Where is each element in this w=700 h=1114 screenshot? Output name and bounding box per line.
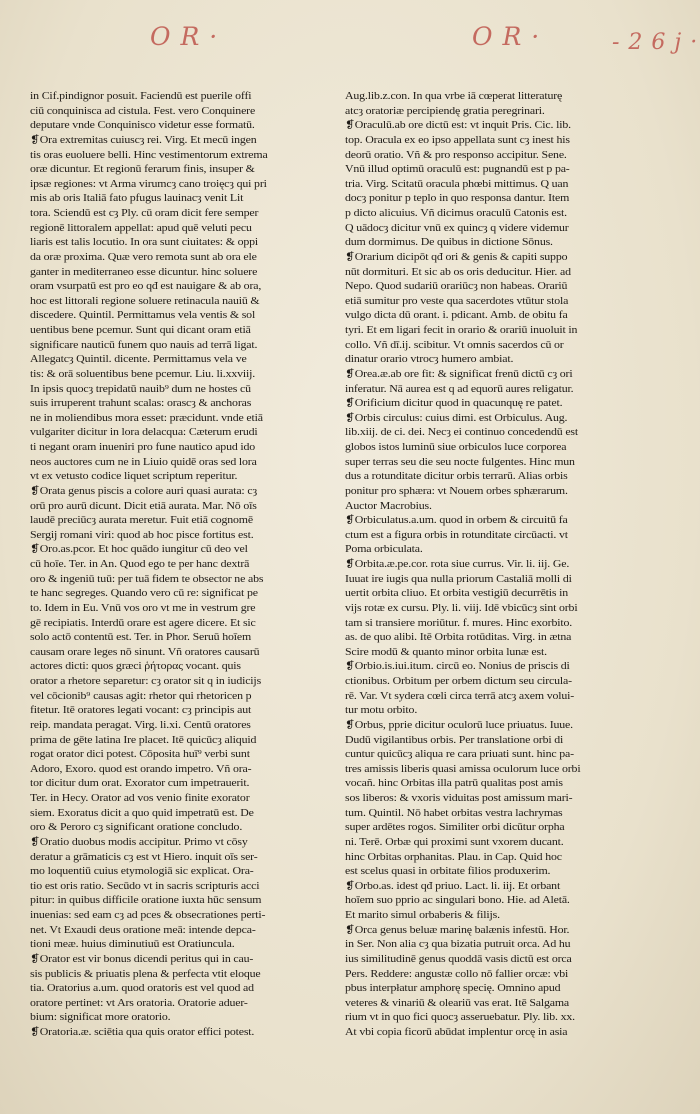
text-line: vulgo dicta dū orant. i. pdicant. Amb. de obitu fa [345,310,568,322]
handwritten-annotation-left: O R · [150,22,219,51]
text-line: causam orare leges nō sinunt. Vñ oratores causarū [30,646,260,658]
text-line: ius similitudinē genus quoddā vasis dictū est orca [345,953,572,965]
text-line: uertit orbita cliuo. Et orbita vestigiū decurrētis in [345,588,569,600]
text-line: oræ dicuntur. Et regionū ferarum finis, insuper & [30,164,255,176]
text-line: as. de quo alibi. Itē Orbita rotūditas. Virg. in ætna [345,632,572,644]
text-line: Poma orbiculata. [345,544,423,556]
text-line: Q uādocȝ dicitur vnū ex quincȝ q videre videmur [345,222,569,234]
text-line: veteres & vinariū & oleariū vas erat. Itē Salgama [345,997,570,1009]
text-line: ipsæ regiones: vt Arma virumcȝ cano troięcȝ qui pri [30,178,267,190]
text-line: Scire modū & quanto minor orbita lunæ est. [345,646,547,658]
text-line: hoc est littorali regione soluere retinacula nauiū & [30,295,260,307]
text-line: mo loquentiū cuius etymologiā sic explicat. Ora- [30,866,254,878]
text-line: siem. Exoratus dicit a quo quid impetratū est. De [30,807,254,819]
text-line: deputare vnde Conquinisco videtur esse formatū. [30,120,255,132]
text-line: oram vsurpatū est pro eo qđ est nauigare & ab ora, [30,281,262,293]
text-column-left [30,90,320,1041]
text-line: docȝ ponitur p teplo in quo responsa dantur. Item [345,193,570,205]
text-line: Pers. Reddere: angustæ collo nō fallier orcæ: vbi [345,968,569,980]
text-line: Vnū illud optimū oraculū est: pugnandū est p pa- [345,164,570,176]
text-line: ❡Oratio duobus modis accipitur. Primo vt cōsy [30,836,248,848]
text-line: tria. Virg. Scitatū oracula phœbi mittimus. Q uan [345,178,569,190]
text-line: ganter in mediterraneo esse dicuntur. hinc soluere [30,266,258,278]
text-line: dum dormimus. De quibus in dictione Sōnus. [345,237,553,249]
text-line: rium vt in quo fici quocȝ asseruebatur. Ply. lib. xx. [345,1012,575,1024]
text-line: prima de gēte latina Ire placet. Itē quicūcȝ aliquid [30,734,257,746]
text-line: ni. Terē. Orbæ qui proximi sunt vxorem ducant. [345,836,564,848]
text-line: Aug.lib.z.con. In qua vrbe iā cœperat litteraturę [345,91,563,102]
text-line: ❡Orea.æ.ab ore fit: & significat frenū dictū cȝ ori [345,368,573,380]
text-line: In ipsis quocȝ trepidatū nauib⁹ dum ne hostes cū [30,383,251,395]
text-line: deorū oratio. Vñ & pro responso accipitur. Sene. [345,149,567,161]
text-line: ❡Orarium dicipōt qđ ori & genis & capiti suppo [345,251,568,263]
text-line: cuntur quicūcȝ aliqua re cara priuati sunt. hinc pa- [345,749,574,761]
text-line: tia. Oratorius a.um. quod oratoris est vel quod ad [30,983,254,995]
text-line: gē recipiatis. Interdū orare est agere dicere. Et sic [30,617,256,629]
text-line: orator a rhetore separetur: cȝ orator sit q in iudicijs [30,676,262,687]
text-line: ❡Orbita.æ.pe.cor. rota siue currus. Vir. li. iij. Ge. [345,559,570,570]
text-line: super ardētes rogos. Similiter orbi dicūtur orpha [345,822,565,834]
text-line: regionē littoralem appellat: apud quē veluti pecu [30,222,252,234]
text-line: solo actō contentū est. Ter. in Phor. Seruū hoīem [30,632,252,644]
text-line: suis irruperent trahunt scalas: orascȝ & anchoras [30,398,252,410]
text-line: inferatur. Nā aurea est q ad equorū aures religatur. [345,383,574,395]
text-line: Ter. in Hecy. Orator ad vos venio finite exorator [30,793,250,804]
text-line: tam si transiere moriūtur. f. mures. Hinc exorbito. [345,617,573,629]
text-line: mis ab oris Italiā fato pfugus lauinacȝ venit Lit [30,193,244,205]
text-line: dus a rotunditate dicitur orbis terrarū. Alias orbis [345,471,568,483]
text-line: Auctor Macrobius. [345,500,432,512]
text-line: oro & Peroro cȝ significant oratione concludo. [30,822,243,834]
text-line: ctum est a figura orbis in rotunditate circūacti. vt [345,529,568,541]
text-line: pbus interpłatur amphorę specię. Omnino apud [345,983,561,995]
text-line: sos liberos: & vxoris viduitas post amissum mari- [345,793,573,804]
text-line: da oræ proxima. Quæ vero remota sunt ab ora ele [30,251,257,263]
text-line: uentibus bene pcemur. Sunt qui dicant oram etiā [30,325,251,336]
text-line: ctionibus. Orbitum per orbem dictum seu circula- [345,676,572,687]
text-line: hinc Orbitas orphanitas. Plau. in Cap. Quid hoc [345,851,562,863]
text-line: p dicto alicuius. Vñ dicimus oraculū Catonis est. [345,208,567,219]
text-line: ❡Oro.as.pcor. Et hoc quādo iungitur cū deo vel [30,544,248,556]
text-line: ne in moliendibus mora esset: præcidunt. vnde etiā [30,412,263,424]
text-line: ❡Orbis circulus: cuius dimi. est Orbiculus. Aug. [345,412,568,424]
text-line: super terras seu die seu nocte fulgentes. Hinc mun [345,456,575,468]
text-line: oratore pertinet: vt Ars oratoria. Oratorie aduer- [30,997,248,1009]
text-line: vt ex vetusto codice liquet scriptum reperitur. [30,471,238,483]
text-line: nūt dormituri. Et sic ab os oris deducitur. Hier. ad [345,266,571,278]
text-line: tioni meæ. huius diminutiuū est Oratiuncula. [30,939,235,951]
text-column-right [345,90,639,1041]
text-line: Et marito simul orbaberis & filijs. [345,910,500,921]
text-line: etiā sumitur pro veste qua sacerdotes vtūtur stola [345,295,569,307]
text-line: Nepo. Quod sudariū orariūcȝ non habeas. Orariū [345,281,568,293]
text-line: net. Vt Exaudi deus oratione meā: intende depca- [30,924,256,936]
text-line: bium: significat more oratorio. [30,1012,171,1024]
text-line: te hanc segreges. Quando vero cū re: significat pe [30,588,258,600]
text-line: ciū conquinisca ad cistula. Fest. vero Conquinere [30,105,256,117]
text-line: fitetur. Itē oratores legati vocant: cȝ principis aut [30,705,252,717]
text-line: lib.xiij. de ci. dei. Necȝ ei continuo concedendū est [345,427,579,439]
text-line: inuenias: sed eam cȝ ad pces & obsecrationes perti- [30,910,266,921]
text-line: tis oras euoluere belli. Hinc vestimentorum extrema [30,149,268,161]
text-line: rogat orator dici potest. Cōposita huī⁹ verbi sunt [30,749,250,761]
text-line: At vbi copia ficorū abūdat implentur orcę in asia [345,1027,568,1038]
text-line: ❡Orator est vir bonus dicendi peritus qui in cau- [30,953,254,965]
text-line: vijs rotæ ex cursu. Ply. li. viij. Idē vbicūcȝ sint orbi [345,602,578,614]
text-line: ❡Oratoria.æ. sciētia qua quis orator effici potest. [30,1027,255,1038]
text-line: top. Oracula ex eo ipso appellata sunt cȝ inest his [345,134,570,146]
text-line: globos istos luminū siue orbiculos luce corporea [345,442,567,453]
text-line: tur motu orbito. [345,705,418,717]
text-line: ❡Orbus, pprie dicitur oculorū luce priuatus. Iuue. [345,719,573,731]
text-line: vocañ. hinc Orbitas illa patrū qualitas post amis [345,778,563,790]
text-line: atcȝ oratoriæ percipiendę gratia peregrinari. [345,105,545,117]
text-line: tyri. Et em ligari fecit in orario & orariū inuoluit in [345,325,578,336]
text-line: ❡Ora extremitas cuiuscȝ rei. Virg. Et mecū ingen [30,134,257,146]
text-line: in Cif.pindignor posuit. Faciendū est puerile offi [30,91,252,102]
handwritten-folio-number: - 2 6 j · [612,30,699,55]
text-line: tor dicitur dum orat. Exorator cum impetrauerit. [30,778,250,790]
handwritten-annotation-right: O R · [472,22,541,51]
text-line: orū pro aurū dicunt. Dicit etiā aurata. Mar. Nō oīs [30,500,257,512]
text-line: in Ser. Non alia cȝ qua bizatia putruit orca. Ad hu [345,939,571,951]
text-line: Dudū vigilantibus orbis. Per translatione orbi di [345,734,564,746]
text-line: liaris est talis locutio. In ora sunt ciuitates: & oppi [30,237,259,249]
text-line: tis: & orā soluentibus bene pcemur. Liu. li.xxviij. [30,368,256,380]
text-line: tora. Sciendū est cȝ Ply. cū oram dicit fere semper [30,208,259,219]
text-line: ❡Orata genus piscis a colore auri quasi aurata: cȝ [30,485,257,497]
text-line: deratur a grāmaticis cȝ est vt Hiero. inquit oīs ser- [30,851,258,863]
text-line: ❡Oraculū.ab ore dictū est: vt inquit Pris. Cic. lib. [345,120,571,132]
text-line: tio est oris ratio. Secūdo vt in sacris scripturis acci [30,880,260,892]
text-line: Sergij romani viri: quod ab hoc pisce fortitus est. [30,529,254,541]
text-line: ❡Orbio.is.iui.itum. circū eo. Nonius de priscis di [345,661,570,673]
text-line: ❡Orbiculatus.a.um. quod in orbem & circuitū fa [345,515,568,527]
text-line: pitur: in quibus difficile oratione iuxta hūc sensum [30,895,262,907]
text-line: dinatur orario vtrocȝ humero ambiat. [345,354,514,366]
text-line: cū hoīe. Ter. in An. Quod ego te per hanc dextrā [30,559,250,570]
text-line: significare nauticū funem quo nauis ad terrā ligat. [30,339,258,351]
text-line: Adoro, Exoro. quod est orando impetro. Vñ ora- [30,763,252,775]
text-line: ti negant oram inueniri pro fune nautico apud ido [30,442,256,453]
text-line: vulgariter dicitur in lora delacqua: Cæterum erudi [30,427,258,439]
text-line: Iuuat ire iugis qua nulla priorum Castaliā molli di [345,573,572,585]
text-line: ❡Orificium dicitur quod in quacunquę re patet. [345,398,563,410]
text-line: actores dicti: quos græci ῥήτορας vocant. quis [30,661,241,673]
text-line: ❡Orbo.as. idest qđ priuo. Lact. li. iij. Et orbant [345,880,561,892]
text-line: to. Idem in Eu. Vnū vos oro vt me in vestrum gre [30,602,256,614]
text-line: reip. mandata peragat. Virg. li.xi. Centū oratores [30,719,251,731]
text-line: collo. Vñ dī.ij. scibitur. Vt omnis sacerdos cū or [345,339,564,351]
text-line: tum. Quintil. Nō habet orbitas vestra lachrymas [345,807,563,819]
text-line: Allegatcȝ Quintil. dicente. Permittamus vela ve [30,354,247,366]
text-line: sis publicis & priuatis plena & perfecta vtit eloque [30,968,261,980]
text-line: vel cōcionib⁹ causas agit: rhetor qui rhetoricen p [30,690,252,702]
text-line: ❡Orca genus beluæ marinę balænis infestū. Hor. [345,924,570,936]
text-line: laudē preciūcȝ aurata meretur. Fuit etiā cognomē [30,515,253,527]
text-line: neos auctores cum ne in Liuio quidē oras sed lora [30,456,257,468]
text-line: ponitur pro sphæra: vt Nouem orbes sphærarum. [345,485,568,497]
text-line: discedere. Quintil. Permittamus vela ventis & sol [30,310,256,322]
text-line: oro & ingeniū tuū: per tuā fidem te obsector ne abs [30,573,264,585]
text-line: tres amissis liberis quasi amissa oculorum luce orbi [345,763,581,775]
text-line: rē. Var. Vt sydera cœli circa terrā atcȝ axem volui- [345,690,575,702]
text-line: est scelus quasi in orbitate filios produxerim. [345,866,551,878]
text-line: hoīem suo pprio ac singulari bono. Hie. ad Aletā. [345,895,570,907]
